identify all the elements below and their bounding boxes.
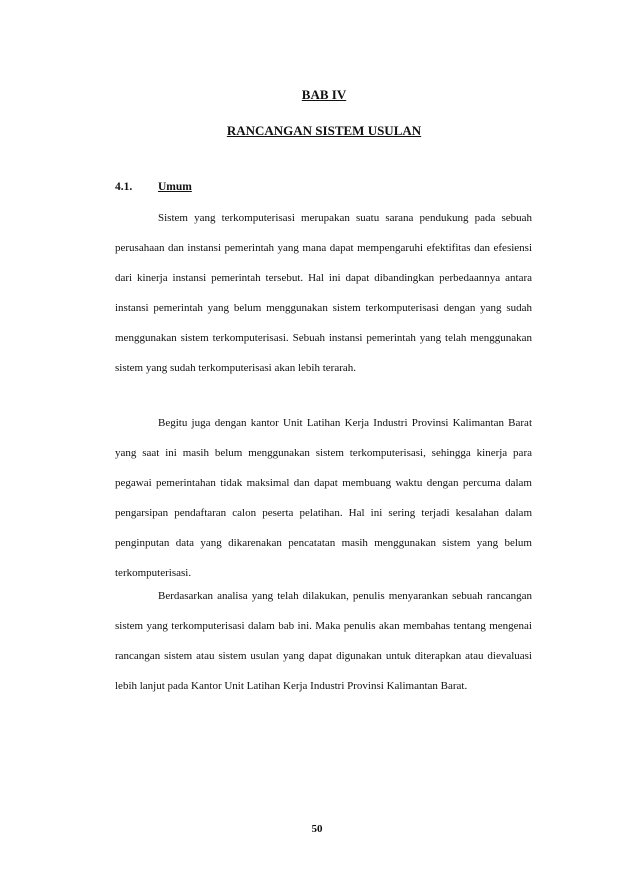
chapter-title: RANCANGAN SISTEM USULAN — [226, 123, 422, 138]
paragraph-3: Berdasarkan analisa yang telah dilakukan, penulis menyarankan sebuah rancangan sistem yang terkomputerisasi dalam bab ini. Maka penulis akan membahas tentang mengenai rancangan sistem atau sistem usulan yang dapat digunakan untuk diterapkan atau dievaluasi lebih lanjut pada Kantor Unit Latihan Kerja Industri Provinsi Kalimantan Barat. — [115, 590, 532, 692]
section-number: 4.1. — [115, 181, 133, 193]
paragraph-1: Sistem yang terkomputerisasi merupakan suatu sarana pendukung pada sebuah perusahaan dan instansi pemerintah yang mana dapat mempengaruhi efektifitas dan efesiensi dari kinerja instansi pemerintah tersebut. Hal ini dapat dibandingkan perbedaannya antara instansi pemerintah yang belum menggunakan sistem terkomputerisasi dengan yang sudah menggunakan sistem terkomputerisasi. Sebuah instansi pemerintah yang telah menggunakan sistem yang sudah terkomputerisasi akan lebih terarah. — [115, 212, 532, 374]
page-number: 50 — [311, 823, 323, 835]
section-title: Umum — [158, 181, 192, 193]
paragraph-2: Begitu juga dengan kantor Unit Latihan Kerja Industri Provinsi Kalimantan Barat yang saat ini masih belum menggunakan sistem terkomputerisasi, sehingga kinerja para pegawai pemerintahan tidak maksimal dan dapat membuang waktu dengan percuma dalam pengarsipan pendaftaran calon peserta pelatihan. Hal ini sering terjadi kesalahan dalam penginputan data yang dikarenakan pencatatan masih menggunakan sistem yang belum terkomputerisasi. — [115, 417, 532, 579]
chapter-number: BAB IV — [301, 87, 347, 102]
section-heading — [115, 181, 192, 193]
